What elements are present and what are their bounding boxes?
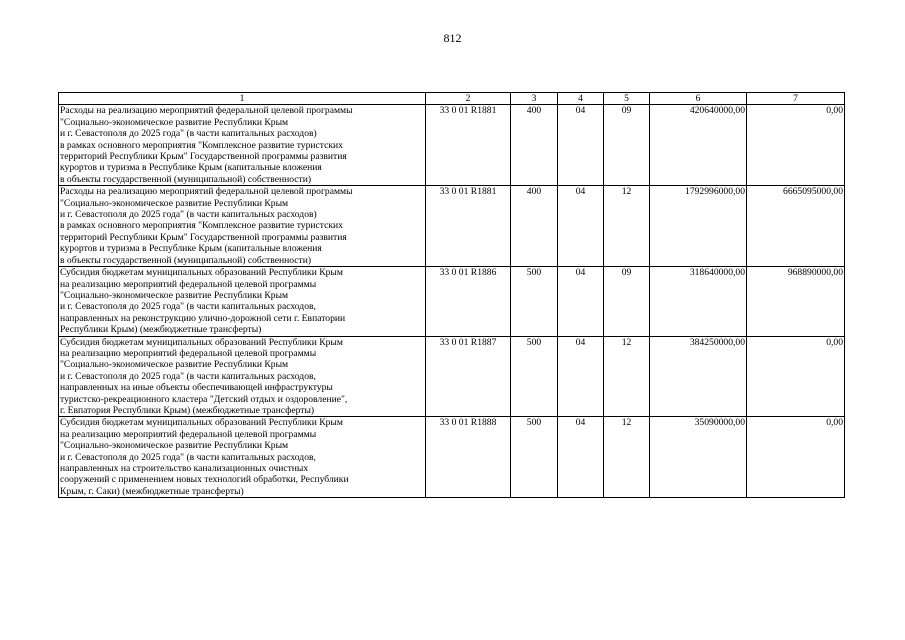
description-line: направленных на иные объекты обеспечивающей инфраструктуры	[60, 382, 333, 394]
row-section: 04	[558, 417, 604, 498]
header-col-5: 5	[604, 93, 650, 105]
description-line: курортов и туризма в Республике Крым (капитальные вложения	[60, 162, 322, 174]
row-target-code: 33 0 01 R1886	[426, 267, 511, 336]
description-line: в объекты государственной (муниципальной) собственности)	[60, 254, 312, 266]
header-col-6: 6	[650, 93, 747, 105]
row-subsection: 12	[604, 186, 650, 267]
table-row	[59, 417, 845, 498]
description-line: территорий Республики Крым" Государственной программы развития	[60, 151, 347, 163]
table-row	[59, 336, 845, 417]
table-row	[59, 186, 845, 267]
description-line: туристско-рекреационного кластера "Детский отдых и оздоровление",	[60, 393, 348, 405]
row-amount-col6: 1792996000,00	[650, 186, 747, 267]
description-line: и г. Севастополя до 2025 года" (в части капитальных расходов)	[60, 209, 317, 221]
row-description	[59, 417, 426, 498]
description-line: Республики Крым) (межбюджетные трансферты)	[60, 324, 262, 336]
description-line: "Социально-экономическое развитие Республики Крым	[60, 440, 289, 452]
row-target-code: 33 0 01 R1887	[426, 336, 511, 417]
row-section: 04	[558, 336, 604, 417]
row-description	[59, 105, 426, 186]
row-expense-type: 400	[511, 105, 558, 186]
row-description	[59, 336, 426, 417]
row-subsection: 12	[604, 336, 650, 417]
row-expense-type: 500	[511, 417, 558, 498]
row-expense-type: 500	[511, 267, 558, 336]
row-target-code: 33 0 01 R1888	[426, 417, 511, 498]
description-line: направленных на реконструкцию улично-дорожной сети г. Евпатории	[60, 312, 346, 324]
header-row	[59, 93, 845, 105]
description-line: и г. Севастополя до 2025 года" (в части капитальных расходов,	[60, 370, 316, 382]
row-expense-type: 400	[511, 186, 558, 267]
header-col-7: 7	[747, 93, 845, 105]
row-section: 04	[558, 105, 604, 186]
table-row	[59, 267, 845, 336]
budget-table	[58, 92, 845, 498]
description-line: на реализацию мероприятий федеральной целевой программы	[60, 428, 317, 440]
description-line: в рамках основного мероприятия "Комплексное развитие туристских	[60, 220, 343, 232]
description-line: и г. Севастополя до 2025 года" (в части капитальных расходов,	[60, 451, 316, 463]
description-line: "Социально-экономическое развитие Республики Крым	[60, 197, 289, 209]
header-col-4: 4	[558, 93, 604, 105]
header-col-2: 2	[426, 93, 511, 105]
row-amount-col7: 0,00	[747, 105, 845, 186]
description-line: территорий Республики Крым" Государственной программы развития	[60, 231, 347, 243]
description-line: "Социально-экономическое развитие Республики Крым	[60, 359, 289, 371]
description-line: Расходы на реализацию мероприятий федеральной целевой программы	[60, 186, 353, 198]
row-subsection: 12	[604, 417, 650, 498]
description-line: "Социально-экономическое развитие Республики Крым	[60, 116, 289, 128]
row-amount-col7: 0,00	[747, 336, 845, 417]
description-line: и г. Севастополя до 2025 года" (в части капитальных расходов,	[60, 301, 316, 313]
row-expense-type: 500	[511, 336, 558, 417]
row-amount-col7: 6665095000,00	[747, 186, 845, 267]
description-line: Субсидия бюджетам муниципальных образований Республики Крым	[60, 267, 343, 279]
row-target-code: 33 0 01 R1881	[426, 186, 511, 267]
description-line: Крым, г. Саки) (межбюджетные трансферты)	[60, 485, 244, 497]
row-description	[59, 267, 426, 336]
description-line: на реализацию мероприятий федеральной целевой программы	[60, 347, 317, 359]
description-line: Субсидия бюджетам муниципальных образований Республики Крым	[60, 417, 343, 429]
description-line: направленных на строительство канализационных очистных	[60, 463, 309, 474]
row-subsection: 09	[604, 105, 650, 186]
description-line: "Социально-экономическое развитие Республики Крым	[60, 289, 289, 301]
row-amount-col6: 420640000,00	[650, 105, 747, 186]
row-target-code: 33 0 01 R1881	[426, 105, 511, 186]
table-row	[59, 105, 845, 186]
description-line: Расходы на реализацию мероприятий федеральной целевой программы	[60, 105, 353, 117]
header-col-1: 1	[59, 93, 426, 105]
description-line: и г. Севастополя до 2025 года" (в части капитальных расходов)	[60, 128, 317, 140]
row-amount-col7: 968890000,00	[747, 267, 845, 336]
row-amount-col6: 318640000,00	[650, 267, 747, 336]
page-number: 812	[443, 31, 462, 45]
row-amount-col6: 384250000,00	[650, 336, 747, 417]
row-amount-col6: 35090000,00	[650, 417, 747, 498]
description-line: Субсидия бюджетам муниципальных образований Республики Крым	[60, 336, 343, 348]
row-amount-col7: 0,00	[747, 417, 845, 498]
row-section: 04	[558, 186, 604, 267]
row-description	[59, 186, 426, 267]
description-line: в объекты государственной (муниципальной) собственности)	[60, 173, 312, 185]
description-line: курортов и туризма в Республике Крым (капитальные вложения	[60, 243, 322, 255]
description-line: в рамках основного мероприятия "Комплексное развитие туристских	[60, 139, 343, 151]
row-subsection: 09	[604, 267, 650, 336]
header-col-3: 3	[511, 93, 558, 105]
description-line: г. Евпатория Республики Крым) (межбюджетные трансферты)	[60, 404, 315, 416]
description-line: сооружений с применением новых технологий обработки, Республики	[60, 474, 349, 486]
row-section: 04	[558, 267, 604, 336]
description-line: на реализацию мероприятий федеральной целевой программы	[60, 278, 317, 290]
